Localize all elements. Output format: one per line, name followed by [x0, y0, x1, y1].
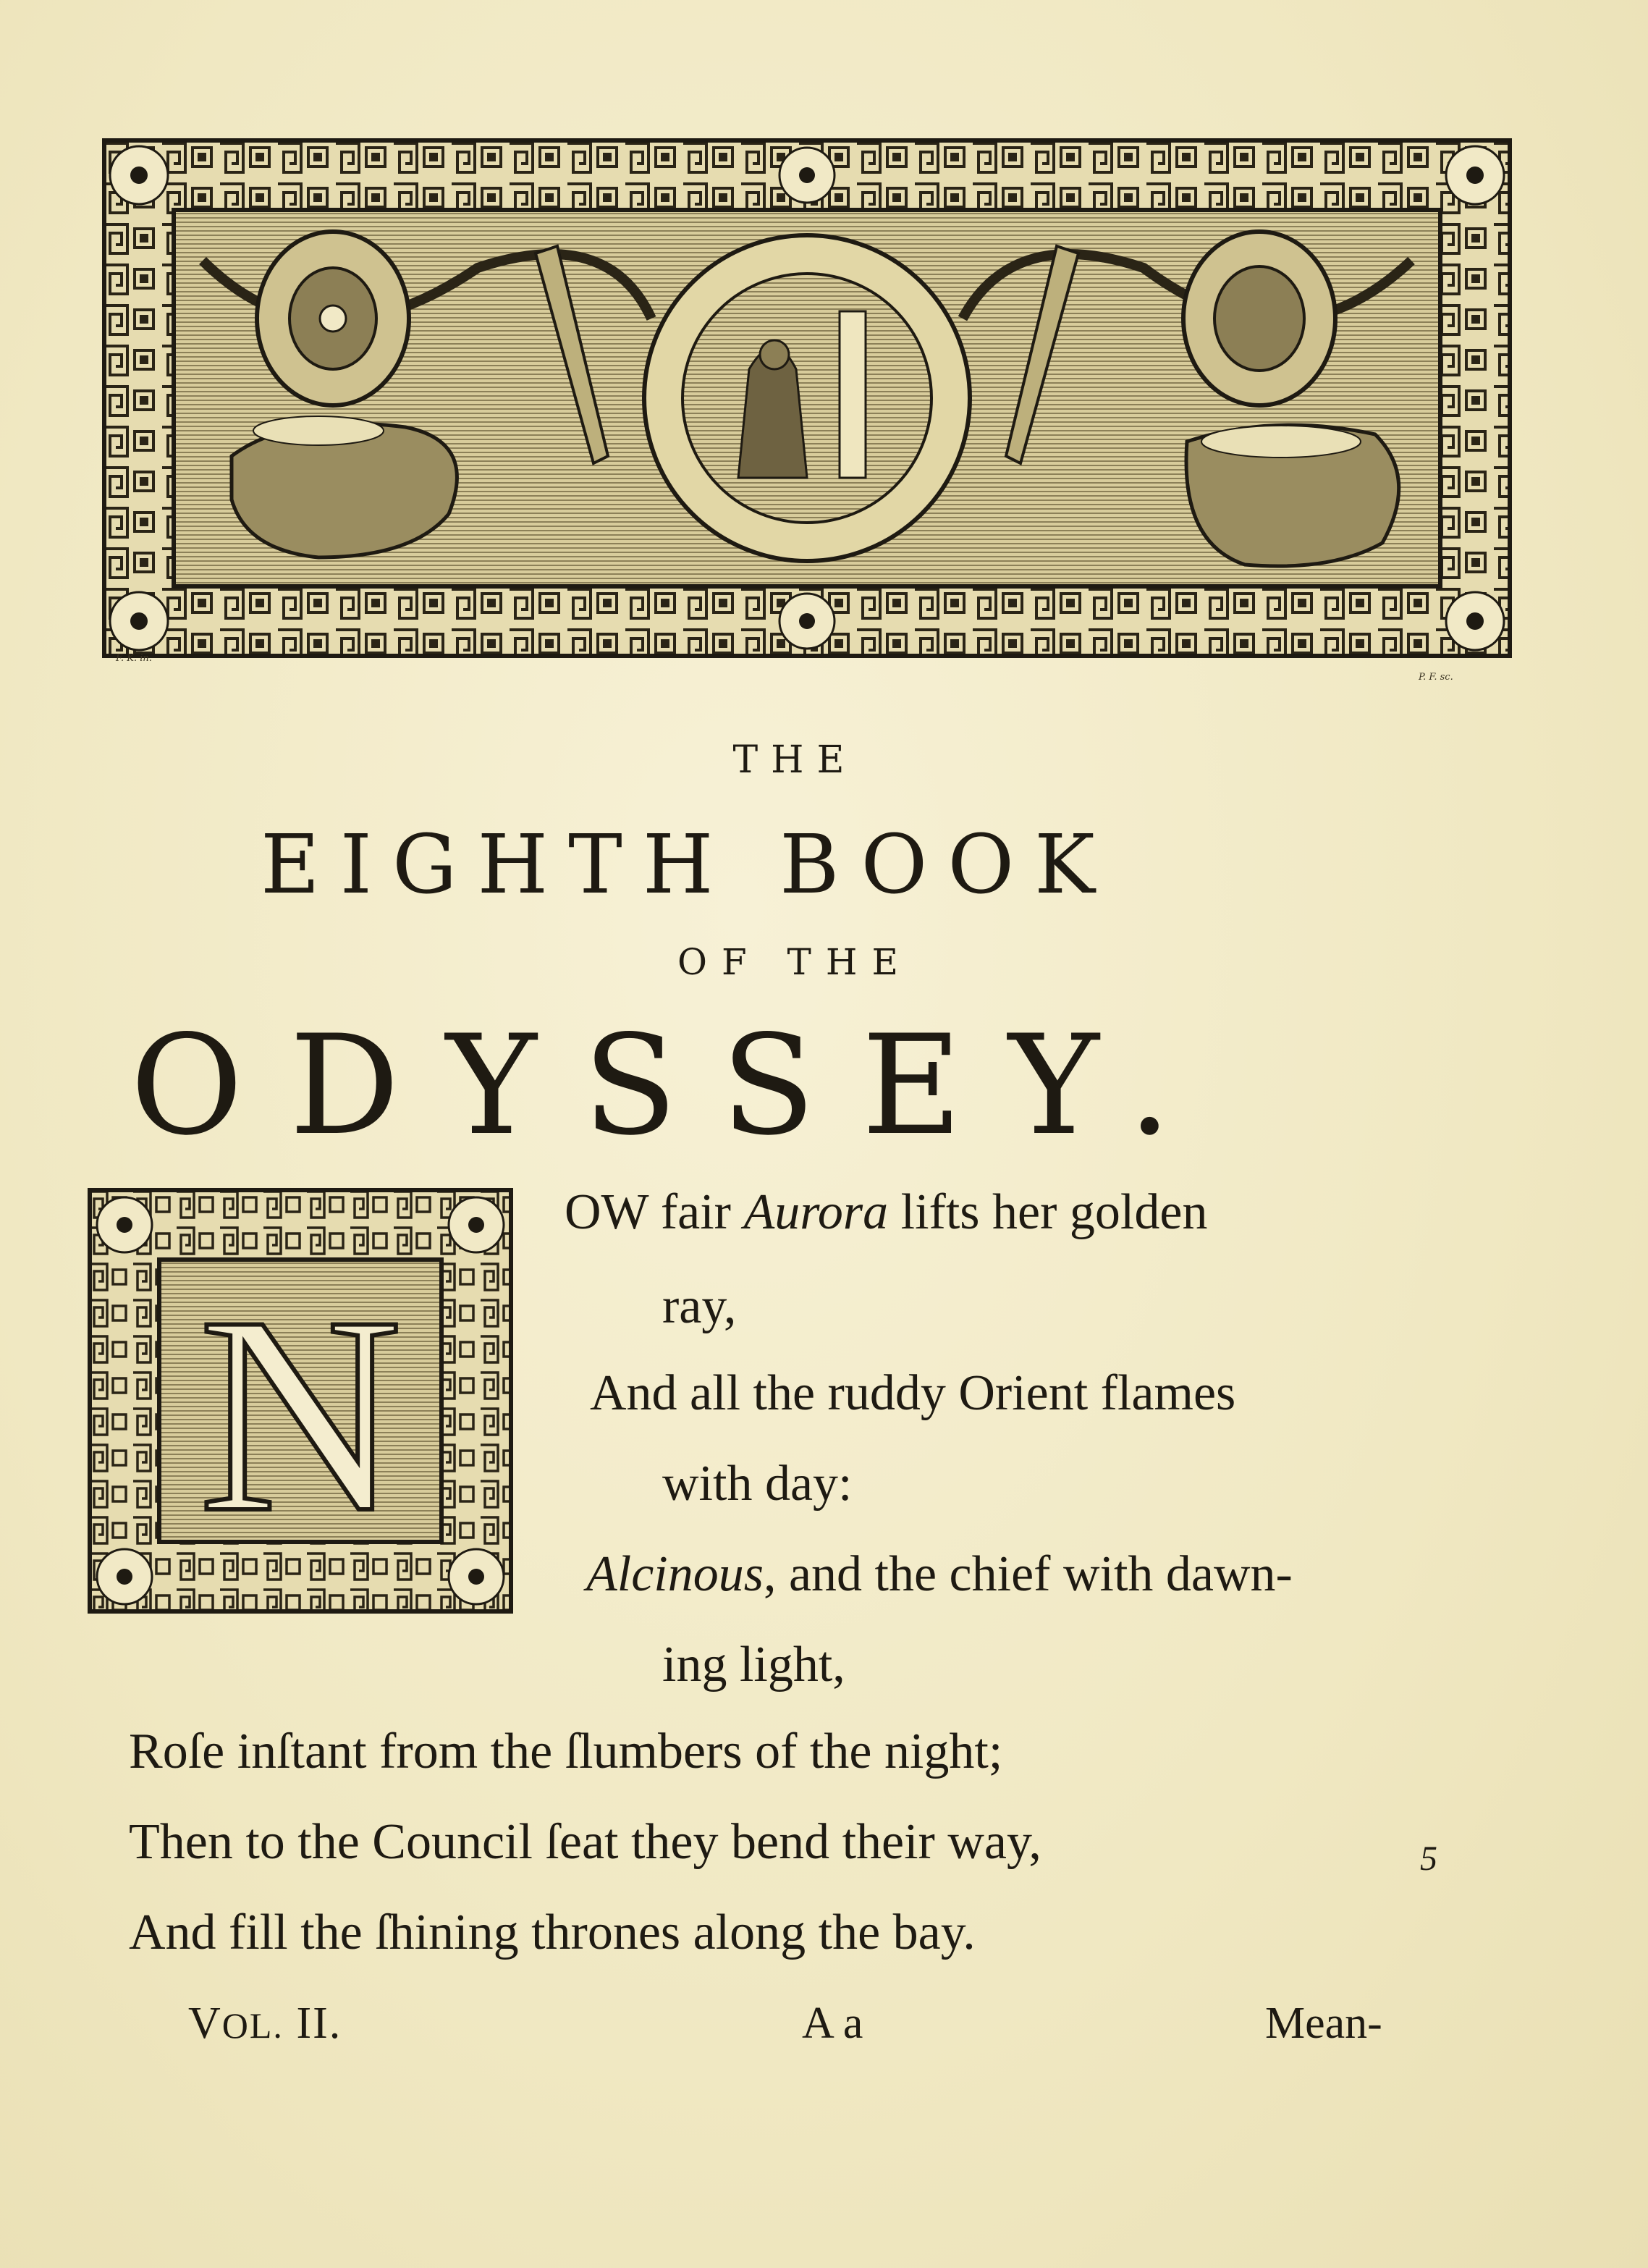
volume-label — [188, 1998, 342, 2049]
signature-mark: A a — [802, 1999, 863, 2048]
verse-line-2: And all the ruddy Orient flames — [590, 1365, 1236, 1421]
title-the: THE — [732, 738, 858, 782]
verse-line-4: Roſe inſtant from the ſlumbers of the night; — [129, 1724, 1003, 1779]
verse-line-1-continuation: ray, — [662, 1278, 737, 1334]
verse-line-3-end: , and the chief with dawn- — [763, 1546, 1293, 1602]
verse-line-1-start: OW fair — [565, 1184, 744, 1240]
decorated-drop-cap — [87, 1187, 514, 1614]
verse-line-3 — [586, 1546, 1293, 1602]
drop-cap-letter: N — [198, 1258, 402, 1571]
verse-line-6: And fill the ſhining thrones along the bay. — [129, 1905, 976, 1960]
verse-line-1 — [565, 1184, 1208, 1240]
title-eighth-book: EIGHTH BOOK — [261, 818, 1115, 912]
engraver-credit-left: F. K. in. — [116, 653, 152, 664]
engraver-credit-right: P. F. sc. — [1419, 672, 1453, 683]
headpiece-engraving — [101, 138, 1513, 659]
volume-initial: V — [188, 1999, 222, 2048]
catchword: Mean- — [1265, 1999, 1382, 2048]
volume-rest: OL. — [221, 2005, 284, 2046]
volume-number: II. — [283, 1999, 342, 2048]
verse-line-3-continuation: ing light, — [662, 1637, 845, 1692]
verse-line-1-end: lifts her golden — [888, 1184, 1208, 1240]
verse-line-5: Then to the Council ſeat they bend their way, — [129, 1814, 1041, 1870]
title-of-the: OF THE — [677, 941, 913, 983]
title-odyssey: ODYSSEY. — [130, 1006, 1218, 1165]
line-number: 5 — [1420, 1839, 1437, 1878]
verse-aurora: Aurora — [743, 1184, 889, 1240]
verse-line-2-continuation: with day: — [662, 1456, 853, 1512]
verse-alcinous: Alcinous — [586, 1546, 764, 1602]
